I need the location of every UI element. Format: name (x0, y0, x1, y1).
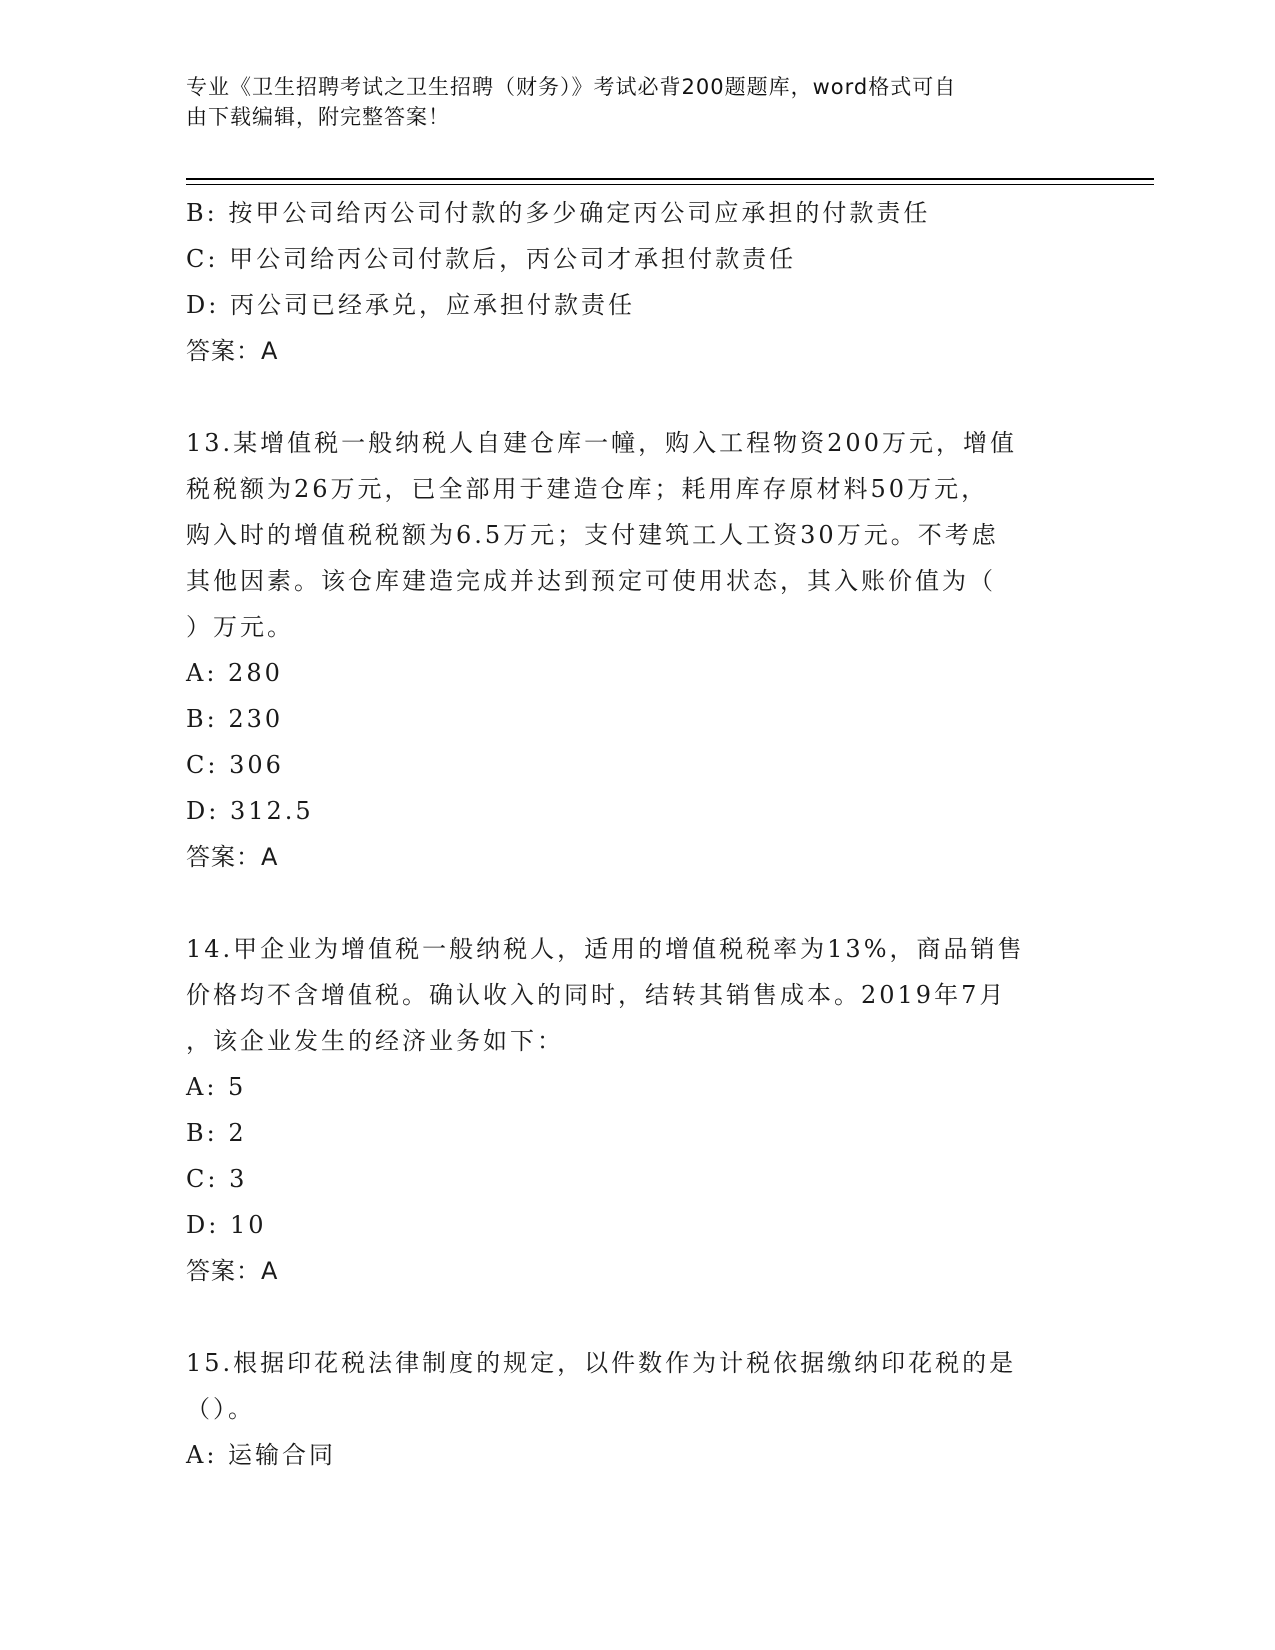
prev-question-block (186, 190, 1086, 374)
document-header (186, 72, 1066, 132)
option-d: D: 丙公司已经承兑，应承担付款责任 (186, 291, 635, 319)
question-13-text-line: ）万元。 (186, 613, 294, 641)
option-c: C: 306 (186, 751, 284, 779)
answer-line: 答案：A (186, 843, 279, 871)
question-14-text-line: 14.甲企业为增值税一般纳税人，适用的增值税税率为13%，商品销售 (186, 935, 1025, 963)
question-15-text-line: （）。 (186, 1395, 255, 1423)
document-body (186, 190, 1086, 1478)
question-13-text-line: 购入时的增值税税额为6.5万元；支付建筑工人工资30万元。不考虑 (186, 521, 999, 549)
option-b: B: 按甲公司给丙公司付款的多少确定丙公司应承担的付款责任 (186, 199, 931, 227)
option-d: D: 312.5 (186, 797, 314, 825)
header-divider-thick (186, 178, 1154, 180)
option-c: C: 3 (186, 1165, 248, 1193)
spacer (186, 880, 1086, 926)
question-15-block (186, 1340, 1086, 1478)
header-line-1: 专业《卫生招聘考试之卫生招聘（财务）》考试必背200题题库，word格式可自 (186, 75, 957, 99)
question-13-text-line: 13.某增值税一般纳税人自建仓库一幢，购入工程物资200万元，增值 (186, 429, 1017, 457)
question-14-text-line: ，该企业发生的经济业务如下： (186, 1027, 564, 1055)
option-a: A: 5 (186, 1073, 247, 1101)
question-15-text-line: 15.根据印花税法律制度的规定，以件数作为计税依据缴纳印花税的是 (186, 1349, 1017, 1377)
answer-line: 答案：A (186, 1257, 279, 1285)
header-divider-thin (186, 184, 1154, 185)
option-b: B: 230 (186, 705, 284, 733)
header-line-2: 由下载编辑，附完整答案！ (186, 105, 450, 129)
option-a: A: 运输合同 (186, 1441, 337, 1469)
option-d: D: 10 (186, 1211, 267, 1239)
question-14-text-line: 价格均不含增值税。确认收入的同时，结转其销售成本。2019年7月 (186, 981, 1007, 1009)
question-13-text-line: 税税额为26万元，已全部用于建造仓库；耗用库存原材料50万元， (186, 475, 989, 503)
spacer (186, 1294, 1086, 1340)
spacer (186, 374, 1086, 420)
option-a: A: 280 (186, 659, 283, 687)
question-14-block (186, 926, 1086, 1294)
option-b: B: 2 (186, 1119, 247, 1147)
question-13-block (186, 420, 1086, 880)
option-c: C: 甲公司给丙公司付款后，丙公司才承担付款责任 (186, 245, 797, 273)
answer-line: 答案：A (186, 337, 279, 365)
question-13-text-line: 其他因素。该仓库建造完成并达到预定可使用状态，其入账价值为（ (186, 567, 996, 595)
